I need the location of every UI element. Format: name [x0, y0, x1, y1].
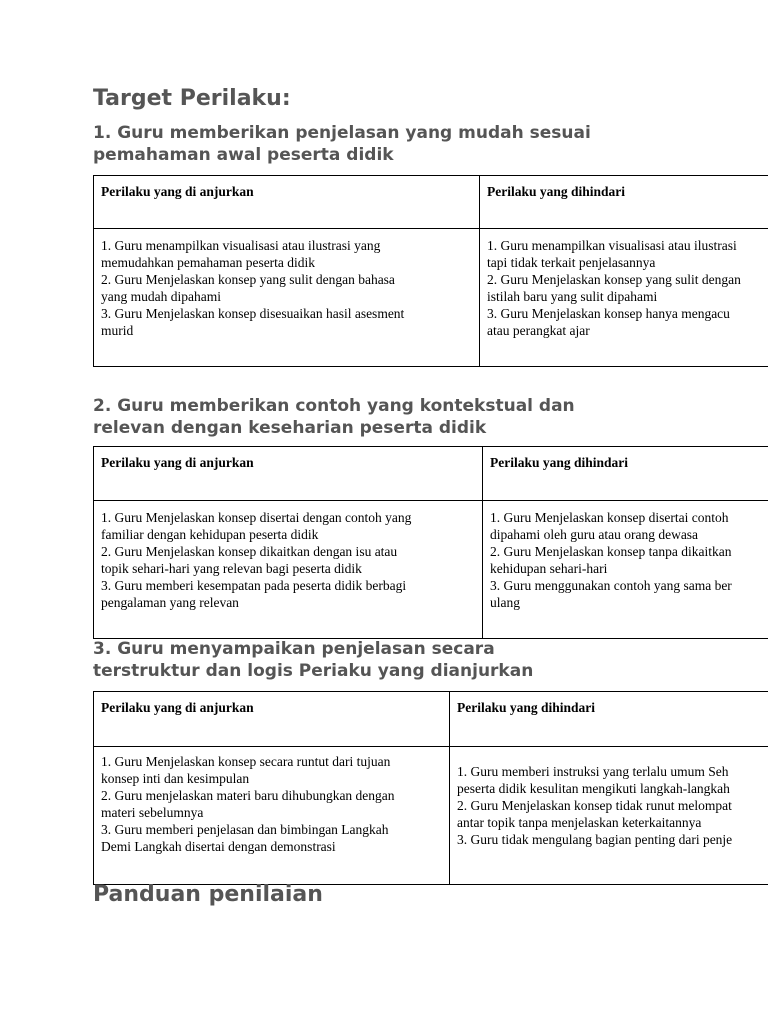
cell-line: 1. Guru Menjelaskan konsep disertai contoh [490, 510, 729, 525]
cell-line: 3. Guru memberi kesempatan pada peserta didik berbagi [101, 578, 407, 593]
col-header-recommended: Perilaku yang di anjurkan [94, 447, 483, 501]
cell-line: murid [101, 323, 134, 338]
section-1-table [93, 175, 768, 367]
cell-line: 2. Guru Menjelaskan konsep tanpa dikaitkan [490, 544, 732, 559]
table-row [94, 501, 768, 639]
section-1-heading-line: pemahaman awal peserta didik [93, 145, 394, 165]
cell-line: memudahkan pemahaman peserta didik [101, 255, 316, 270]
assessment-guide-heading: Panduan penilaian [93, 882, 323, 907]
cell-line: 2. Guru Menjelaskan konsep dikaitkan dengan isu atau [101, 544, 398, 559]
section-2-heading [93, 395, 575, 439]
cell-line: 2. Guru Menjelaskan konsep yang sulit dengan [487, 272, 741, 287]
cell-line: 3. Guru menggunakan contoh yang sama ber [490, 578, 732, 593]
cell-line: ulang [490, 595, 520, 610]
recommended-cell [94, 229, 480, 367]
cell-line: 3. Guru tidak mengulang bagian penting dari penje [457, 832, 733, 847]
table-row [94, 229, 768, 367]
cell-line: 2. Guru Menjelaskan konsep tidak runut melompat [457, 798, 732, 813]
cell-line: antar topik tanpa menjelaskan keterkaitannya [457, 815, 702, 830]
cell-line: dipahami oleh guru atau orang dewasa [490, 527, 699, 542]
col-header-recommended: Perilaku yang di anjurkan [94, 176, 480, 229]
table-header-row [94, 692, 768, 747]
col-header-avoided: Perilaku yang dihindari [483, 447, 768, 501]
col-header-avoided: Perilaku yang dihindari [480, 176, 768, 229]
cell-line: 2. Guru menjelaskan materi baru dihubungkan dengan [101, 788, 395, 803]
avoided-cell [450, 747, 768, 885]
section-3-heading-line: 3. Guru menyampaikan penjelasan secara [93, 639, 495, 659]
section-2-table [93, 446, 768, 639]
cell-line: materi sebelumnya [101, 805, 204, 820]
cell-line: istilah baru yang sulit dipahami [487, 289, 658, 304]
section-3-heading-line: terstruktur dan logis Periaku yang dianjurkan [93, 661, 534, 681]
cell-line: familiar dengan kehidupan peserta didik [101, 527, 319, 542]
cell-line: pengalaman yang relevan [101, 595, 239, 610]
cell-line: topik sehari-hari yang relevan bagi peserta didik [101, 561, 362, 576]
cell-line: 1. Guru Menjelaskan konsep disertai dengan contoh yang [101, 510, 412, 525]
cell-line: konsep inti dan kesimpulan [101, 771, 250, 786]
cell-line: 3. Guru memberi penjelasan dan bimbingan Langkah [101, 822, 389, 837]
col-header-recommended: Perilaku yang di anjurkan [94, 692, 450, 747]
cell-line: tapi tidak terkait penjelasannya [487, 255, 656, 270]
cell-line: peserta didik kesulitan mengikuti langkah-langkah [457, 781, 730, 796]
recommended-cell [94, 501, 483, 639]
cell-line: yang mudah dipahami [101, 289, 221, 304]
table-header-row [94, 176, 768, 229]
table-row [94, 747, 768, 885]
page-title: Target Perilaku: [93, 86, 291, 111]
cell-line: 1. Guru menampilkan visualisasi atau ilustrasi yang [101, 238, 381, 253]
cell-line: 1. Guru memberi instruksi yang terlalu umum Seh [457, 764, 729, 779]
avoided-cell [480, 229, 768, 367]
section-1-heading-line: 1. Guru memberikan penjelasan yang mudah sesuai [93, 123, 591, 143]
section-3-table [93, 691, 768, 885]
col-header-avoided: Perilaku yang dihindari [450, 692, 768, 747]
cell-line: Demi Langkah disertai dengan demonstrasi [101, 839, 336, 854]
cell-line: kehidupan sehari-hari [490, 561, 608, 576]
cell-line: 1. Guru Menjelaskan konsep secara runtut dari tujuan [101, 754, 391, 769]
section-1-heading [93, 122, 591, 166]
section-2-heading-line: relevan dengan keseharian peserta didik [93, 418, 487, 438]
avoided-cell [483, 501, 768, 639]
section-2-heading-line: 2. Guru memberikan contoh yang kontekstual dan [93, 396, 575, 416]
cell-line: 1. Guru menampilkan visualisasi atau ilustrasi [487, 238, 737, 253]
cell-line: 3. Guru Menjelaskan konsep hanya mengacu [487, 306, 730, 321]
recommended-cell [94, 747, 450, 885]
section-3-heading [93, 638, 533, 682]
cell-line: atau perangkat ajar [487, 323, 590, 338]
table-header-row [94, 447, 768, 501]
cell-line: 2. Guru Menjelaskan konsep yang sulit dengan bahasa [101, 272, 395, 287]
cell-line: 3. Guru Menjelaskan konsep disesuaikan hasil asesment [101, 306, 405, 321]
